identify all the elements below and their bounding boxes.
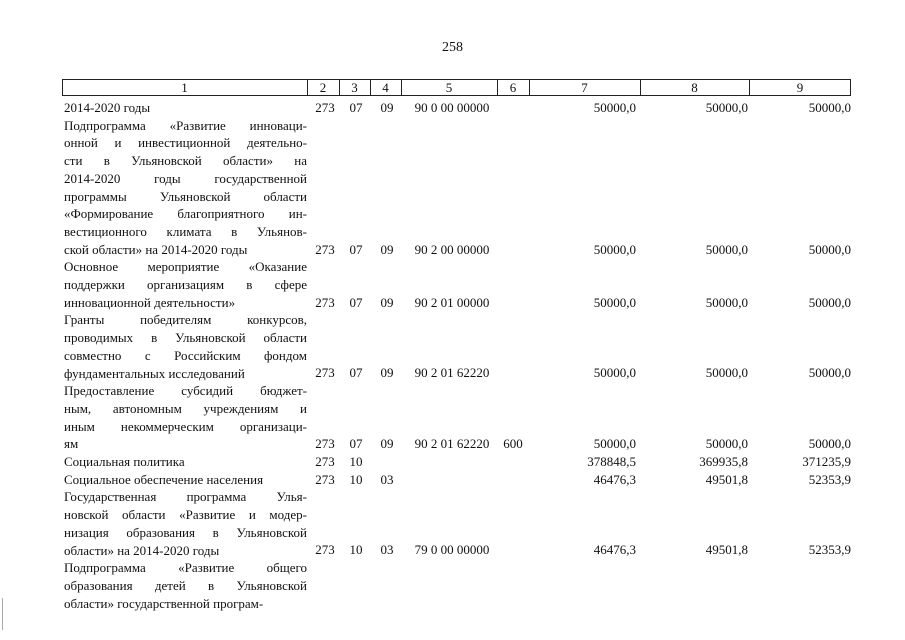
description-line: Основное мероприятие «Оказание bbox=[64, 259, 307, 275]
header-cell-2: 2 bbox=[319, 80, 327, 95]
cell-col-3: 10 bbox=[349, 542, 363, 558]
description-line: инновационной деятельности» bbox=[64, 294, 236, 310]
header-cell-4: 4 bbox=[382, 80, 389, 95]
table-row bbox=[0, 311, 905, 382]
cell-col-3: 07 bbox=[349, 365, 363, 381]
scan-margin-mark bbox=[2, 598, 3, 630]
cell-col-9: 50000,0 bbox=[808, 436, 851, 452]
header-cell-7: 7 bbox=[581, 80, 588, 95]
cell-col-2: 273 bbox=[315, 241, 335, 257]
row-description bbox=[64, 453, 307, 471]
row-description bbox=[64, 311, 307, 382]
header-cell-1: 1 bbox=[181, 80, 188, 95]
cell-col-9: 50000,0 bbox=[808, 365, 851, 381]
cell-col-5: 90 2 01 00000 bbox=[414, 294, 490, 310]
cell-col-9: 371235,9 bbox=[802, 454, 851, 469]
cell-col-7: 50000,0 bbox=[593, 294, 636, 310]
description-line: образования детей в Ульяновской bbox=[64, 577, 307, 593]
cell-col-6: 600 bbox=[503, 436, 523, 452]
cell-col-2: 273 bbox=[315, 542, 335, 558]
description-line: Подпрограмма «Развитие общего bbox=[64, 560, 307, 576]
row-description bbox=[64, 559, 307, 612]
description-line: ской области» на 2014-2020 годы bbox=[64, 241, 248, 257]
cell-col-8: 50000,0 bbox=[705, 294, 748, 310]
cell-col-8: 50000,0 bbox=[705, 100, 748, 115]
header-cell-5: 5 bbox=[445, 80, 453, 95]
cell-col-7: 378848,5 bbox=[587, 454, 636, 469]
description-line: Государственная программа Улья- bbox=[64, 489, 307, 505]
description-line: Социальное обеспечение населения bbox=[64, 471, 264, 487]
cell-col-2: 273 bbox=[315, 436, 335, 452]
table-row bbox=[0, 382, 905, 453]
header-cell-8: 8 bbox=[691, 80, 698, 95]
row-description bbox=[64, 382, 307, 453]
description-line: Социальная политика bbox=[64, 454, 185, 469]
cell-col-8: 50000,0 bbox=[705, 241, 748, 257]
cell-col-8: 49501,8 bbox=[705, 471, 748, 487]
description-line: «Формирование благоприятного ин- bbox=[64, 206, 307, 222]
cell-col-3: 10 bbox=[349, 471, 363, 487]
cell-col-3: 10 bbox=[349, 454, 363, 469]
description-line: 2014-2020 годы bbox=[64, 100, 151, 115]
cell-col-2: 273 bbox=[315, 471, 335, 487]
cell-col-8: 49501,8 bbox=[705, 542, 748, 558]
cell-col-3: 07 bbox=[349, 294, 363, 310]
header-cell-3: 3 bbox=[351, 80, 358, 95]
cell-col-7: 50000,0 bbox=[593, 100, 636, 115]
description-line: сти в Ульяновской области» на bbox=[64, 153, 307, 169]
cell-col-7: 46476,3 bbox=[593, 471, 636, 487]
cell-col-9: 52353,9 bbox=[808, 471, 851, 487]
cell-col-2: 273 bbox=[315, 454, 335, 469]
description-line: проводимых в Ульяновской области bbox=[64, 330, 307, 346]
description-line: ным, автономным учреждениям и bbox=[64, 400, 307, 416]
cell-col-5: 90 2 00 00000 bbox=[414, 241, 490, 257]
cell-col-8: 50000,0 bbox=[705, 436, 748, 452]
row-description bbox=[64, 117, 307, 259]
cell-col-4: 09 bbox=[380, 294, 394, 310]
cell-col-7: 50000,0 bbox=[593, 241, 636, 257]
table-row bbox=[0, 117, 905, 259]
header-cell-6: 6 bbox=[509, 80, 517, 95]
table-row bbox=[0, 559, 905, 612]
description-line: 2014-2020 годы государственной bbox=[64, 170, 307, 186]
header-cell-9: 9 bbox=[796, 80, 804, 95]
description-line: фундаментальных исследований bbox=[64, 365, 245, 381]
row-description bbox=[64, 99, 307, 117]
cell-col-8: 369935,8 bbox=[699, 454, 748, 469]
cell-col-5: 90 2 01 62220 bbox=[414, 365, 490, 381]
table-row bbox=[0, 471, 905, 489]
cell-col-3: 07 bbox=[349, 241, 363, 257]
cell-col-8: 50000,0 bbox=[705, 365, 748, 381]
table-row bbox=[0, 258, 905, 311]
description-line: ям bbox=[64, 436, 79, 452]
description-line: иным некоммерческим организаци- bbox=[64, 418, 307, 434]
cell-col-9: 50000,0 bbox=[808, 294, 851, 310]
description-line: новской области «Развитие и модер- bbox=[64, 507, 307, 523]
description-line: области» государственной програм- bbox=[64, 595, 264, 611]
cell-col-4: 09 bbox=[380, 436, 394, 452]
cell-col-2: 273 bbox=[315, 100, 335, 115]
cell-col-9: 50000,0 bbox=[808, 241, 851, 257]
table-row bbox=[0, 488, 905, 559]
cell-col-4: 03 bbox=[380, 471, 394, 487]
description-line: совместно с Российским фондом bbox=[64, 347, 307, 363]
description-line: вестиционного климата в Ульянов- bbox=[64, 223, 307, 239]
table-row bbox=[0, 99, 905, 117]
cell-col-4: 09 bbox=[380, 100, 394, 115]
row-description bbox=[64, 488, 307, 559]
description-line: программы Ульяновской области bbox=[64, 188, 307, 204]
cell-col-5: 90 0 00 00000 bbox=[414, 100, 490, 115]
description-line: онной и инвестиционной деятельно- bbox=[64, 135, 307, 151]
cell-col-7: 46476,3 bbox=[593, 542, 636, 558]
cell-col-4: 09 bbox=[380, 241, 394, 257]
description-line: области» на 2014-2020 годы bbox=[64, 542, 220, 558]
row-description bbox=[64, 258, 307, 311]
cell-col-9: 50000,0 bbox=[808, 100, 851, 115]
cell-col-2: 273 bbox=[315, 294, 335, 310]
cell-col-3: 07 bbox=[349, 436, 363, 452]
cell-col-4: 09 bbox=[380, 365, 394, 381]
cell-col-7: 50000,0 bbox=[593, 436, 636, 452]
cell-col-9: 52353,9 bbox=[808, 542, 851, 558]
cell-col-5: 90 2 01 62220 bbox=[414, 436, 490, 452]
row-description bbox=[64, 471, 307, 489]
description-line: поддержки организациям в сфере bbox=[64, 277, 307, 292]
description-line: Подпрограмма «Развитие инноваци- bbox=[64, 117, 307, 133]
description-line: Гранты победителям конкурсов, bbox=[64, 312, 307, 328]
table-row bbox=[0, 453, 905, 471]
description-line: низация образования в Ульяновской bbox=[64, 524, 307, 540]
cell-col-3: 07 bbox=[349, 100, 363, 115]
cell-col-4: 03 bbox=[380, 542, 394, 558]
cell-col-5: 79 0 00 00000 bbox=[414, 542, 490, 558]
page-number: 258 bbox=[442, 40, 463, 55]
cell-col-2: 273 bbox=[315, 365, 335, 381]
cell-col-7: 50000,0 bbox=[593, 365, 636, 381]
description-line: Предоставление субсидий бюджет- bbox=[64, 383, 307, 399]
